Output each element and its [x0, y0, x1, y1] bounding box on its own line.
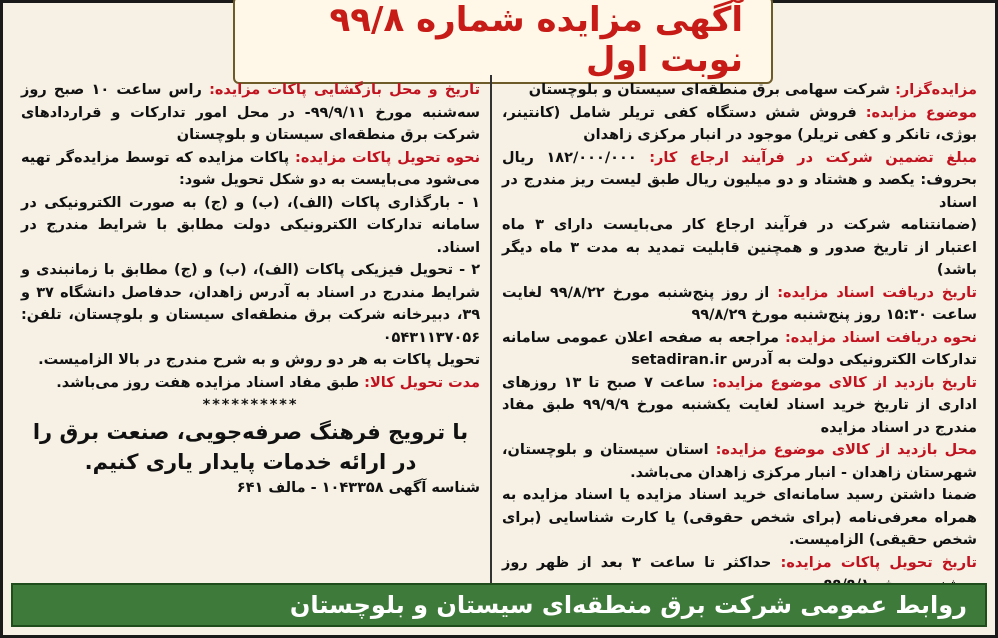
delivery-method-paragraph [21, 147, 480, 192]
visit-date-text: ساعت ۷ صبح تا ۱۳ روزهای اداری از تاریخ خرید اسناد لغایت یکشنبه مورخ ۹۹/۹/۹ طبق مفاد مندرج در اسناد مزایده [502, 374, 977, 436]
opening-label: تاریخ و محل بازگشایی پاکات مزایده: [209, 82, 481, 98]
guarantee-note: (ضمانتنامه شرکت در فرآیند ارجاع کار می‌بایست دارای ۳ ماه اعتبار از تاریخ صدور و همچنین قابلیت تمدید به مدت ۳ ماه دیگر باشد) [502, 217, 978, 278]
visit-place-text: استان سیستان و بلوچستان، شهرستان زاهدان - انبار مرکزی زاهدان می‌باشد. [502, 442, 977, 481]
auctioneer-label: مزایده‌گزار: [895, 82, 977, 98]
goods-delivery-paragraph [21, 372, 480, 395]
electronic-upload-item: ۱ - بارگذاری پاکات (الف)، (ب) و (ج) به صورت الکترونیکی در سامانه تدارکات الکترونیکی دولت مطابق با شرایط مندرج در اسناد. [21, 194, 481, 256]
receipt-note: ضمنا داشتن رسید سامانه‌ای خرید اسناد مزایده یا اسناد مزایده به همراه معرفی‌نامه (برای شخص حقوقی) یا کارت شناسایی (برای شخص حقیقی) الزامیست. [502, 487, 977, 548]
physical-delivery-item: ۲ - تحویل فیزیکی پاکات (الف)، (ب) و (ج) مطابق با زمانبندی و شرایط مندرج در اسناد به آدرس زاهدان، حدفاصل دانشگاه ۳۷ و ۳۹، دبیرخانه شرکت برق منطقه‌ای سیستان و بلوچستان، تلفن: ۰۵۴۳۱۱۳۷۰۵۶ [21, 262, 481, 346]
page-title: آگهی مزایده شماره ۹۹/۸ نوبت اول [233, 0, 773, 84]
auctioneer-text: شرکت سهامی برق منطقه‌ای سیستان و بلوچستان [528, 82, 896, 98]
goods-delivery-label: مدت تحویل کالا: [364, 374, 481, 391]
documents-date-paragraph [502, 282, 977, 327]
opening-text: راس ساعت ۱۰ صبح روز سه‌شنبه مورخ ۹۹/۹/۱۱- در محل امور تدارکات و قراردادهای شرکت برق منطقه‌ای سیستان و بلوچستان [21, 82, 481, 143]
documents-method-label: نحوه دریافت اسناد مزایده: [784, 329, 977, 346]
saving-slogan: با ترویج فرهنگ صرفه‌جویی، صنعت برق را در ارائه خدمات پایدار یاری کنیم. [32, 419, 469, 474]
opening-paragraph [21, 79, 480, 147]
visit-date-label: تاریخ بازدید از کالای موضوع مزایده: [712, 374, 977, 391]
goods-delivery-text: طبق مفاد اسناد مزایده هفت روز می‌باشد. [56, 374, 365, 391]
delivery-date-label: تاریخ تحویل پاکات مزایده: [780, 554, 977, 571]
both-methods-note: تحویل پاکات به هر دو روش و به شرح مندرج در بالا الزامیست. [38, 352, 481, 368]
setadiran-link[interactable]: setadiran.ir [631, 352, 727, 368]
subject-text: فروش شش دستگاه کفی تریلر شامل (کانتینر، بوژی، تانکر و کفی تریلر) موجود در انبار مرکزی زاهدان [502, 104, 977, 143]
auctioneer-paragraph [502, 79, 977, 102]
guarantee-label: مبلغ تضمین شرکت در فرآیند ارجاع کار: [649, 149, 977, 166]
header [233, 0, 773, 80]
subject-paragraph [502, 102, 977, 147]
visit-place-label: محل بازدید از کالای موضوع مزایده: [715, 442, 977, 458]
stars-divider: ********** [202, 397, 299, 413]
visit-place-paragraph [502, 439, 977, 484]
left-column [11, 75, 490, 585]
visit-date-paragraph [502, 372, 977, 440]
guarantee-text: ۱۸۲/۰۰۰/۰۰۰ ریال بحروف: یکصد و هشتاد و دو میلیون ریال طبق لیست ریز مندرج در اسناد [502, 149, 977, 211]
subject-label: موضوع مزایده: [865, 104, 977, 121]
documents-method-paragraph [502, 327, 977, 372]
guarantee-paragraph [502, 147, 977, 215]
footer-text: روابط عمومی شرکت برق منطقه‌ای سیستان و بلوچستان [289, 591, 967, 619]
delivery-method-text: پاکات مزایده که توسط مزایده‌گر تهیه می‌شود می‌بایست به دو شکل تحویل شود: [21, 149, 481, 188]
ad-identifier: شناسه آگهی ۱۰۴۳۳۵۸ - مالف ۶۴۱ [236, 479, 481, 496]
footer-banner [11, 583, 987, 627]
delivery-method-label: نحوه تحویل پاکات مزایده: [295, 149, 481, 166]
content-columns [11, 75, 987, 585]
documents-date-label: تاریخ دریافت اسناد مزایده: [777, 284, 977, 301]
delivery-date-text: حداکثر تا ساعت ۳ بعد از ظهر روز [502, 554, 772, 571]
documents-date-text: از روز پنج‌شنبه مورخ ۹۹/۸/۲۲ لغایت ساعت ۱۵:۳۰ روز پنج‌شنبه مورخ ۹۹/۸/۲۹ [502, 284, 977, 323]
documents-method-text: مراجعه به صفحه اعلان عمومی سامانه تدارکات الکترونیکی دولت به آدرس [502, 329, 977, 368]
right-column [490, 75, 987, 585]
